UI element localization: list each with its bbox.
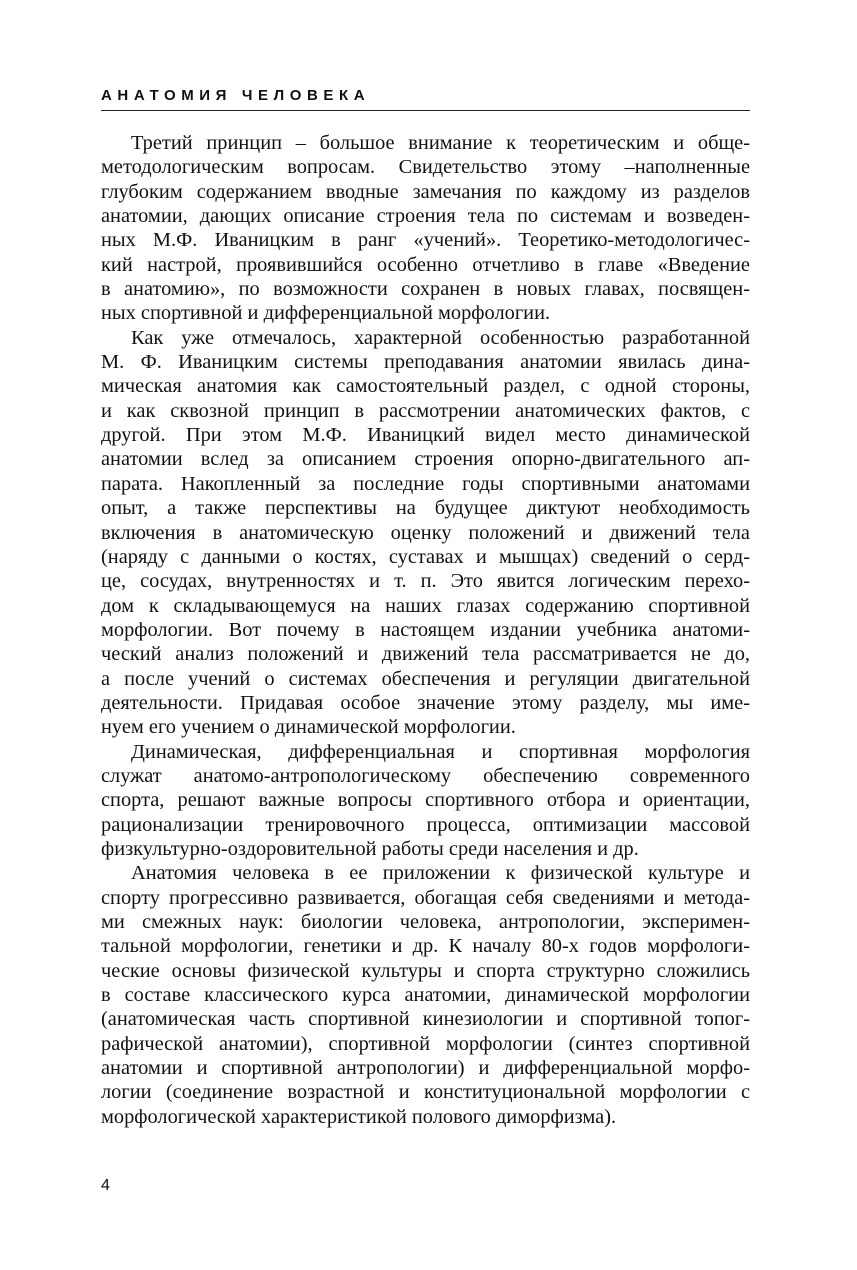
text-line: Третий принцип – большое внимание к теоретическим и обще- <box>131 132 750 154</box>
text-line: рационализации тренировочного процесса, оптимизации массовой <box>101 813 750 836</box>
text-line: М. Ф. Иваницким системы преподавания анатомии явилась дина- <box>101 351 750 374</box>
text-line: глубоким содержанием вводные замечания по каждому из разделов <box>101 180 750 203</box>
text-line: кий настрой, проявившийся особенно отчетливо в главе «Введение <box>101 253 750 276</box>
page-number: 4 <box>101 1177 110 1194</box>
text-line: а после учений о системах обеспечения и регуляции двигательной <box>101 667 750 690</box>
text-line: ческие основы физической культуры и спорта структурно сложились <box>101 959 750 982</box>
header-divider <box>101 110 750 111</box>
text-line: включения в анатомическую оценку положений и движений тела <box>101 521 750 544</box>
text-line: парата. Накопленный за последние годы спортивными анатомами <box>101 472 750 495</box>
text-line: (анатомическая часть спортивной кинезиологии и спортивной топог- <box>101 1008 750 1031</box>
text-line: спорта, решают важные вопросы спортивного отбора и ориентации, <box>101 789 750 812</box>
running-head-title: АНАТОМИЯ ЧЕЛОВЕКА <box>101 87 371 104</box>
text-line: спорту прогрессивно развивается, обогащая себя сведениями и методa- <box>101 886 750 909</box>
text-line: морфологии. Вот почему в настоящем издании учебника анатоми- <box>101 618 750 641</box>
text-line: в составе классического курса анатомии, динамической морфологии <box>101 984 750 1007</box>
text-line: анатомии и спортивной антропологии) и дифференциальной морфо- <box>101 1057 750 1080</box>
text-line: (наряду с данными о костях, суставах и мышцах) сведений о серд- <box>101 545 750 568</box>
text-line: рафической анатомии), спортивной морфологии (синтез спортивной <box>101 1032 750 1055</box>
text-line: анатомии вслед за описанием строения опорно-двигательного ап- <box>101 448 750 471</box>
text-line: ми смежных наук: биологии человека, антропологии, эксперимен- <box>101 911 750 933</box>
body-text <box>101 131 750 1129</box>
text-line: це, сосудах, внутренностях и т. п. Это явится логическим перехо- <box>101 570 750 593</box>
text-line: методологическим вопросам. Свидетельство этому –наполненные <box>101 156 750 179</box>
text-line: ных М.Ф. Иваницким в ранг «учений». Теоретико-методологичес- <box>101 229 750 252</box>
paragraph <box>101 861 750 1129</box>
paragraph <box>101 326 750 740</box>
paragraph <box>101 131 750 326</box>
text-line: и как сквозной принцип в рассмотрении анатомических фактов, с <box>101 399 750 422</box>
text-line: деятельности. Придавая особое значение этому разделу, мы име- <box>101 691 750 714</box>
text-line: нуем его учением о динамической морфологии. <box>101 716 516 739</box>
text-line: другой. При этом М.Ф. Иваницкий видел место динамической <box>101 424 750 447</box>
text-line: морфологической характеристикой полового диморфизма). <box>101 1105 617 1128</box>
text-line: тальной морфологии, генетики и др. К началу 80-х годов морфологи- <box>101 935 750 958</box>
text-line: ных спортивной и дифференциальной морфологии. <box>101 302 551 325</box>
text-line: Как уже отмечалось, характерной особенностью разработанной <box>131 326 750 349</box>
text-line: анатомии, дающих описание строения тела по системам и возведен- <box>101 205 750 228</box>
text-line: физкультурно-оздоровительной работы среди населения и др. <box>101 837 639 860</box>
paragraph <box>101 740 750 862</box>
text-line: в анатомию», по возможности сохранен в новых главах, посвящен- <box>101 278 750 301</box>
text-line: Анатомия человека в ее приложении к физической культуре и <box>131 862 750 885</box>
text-line: Динамическая, дифференциальная и спортивная морфология <box>131 740 750 763</box>
text-line: дом к складывающемуся на наших глазах содержанию спортивной <box>101 594 750 617</box>
text-line: логии (соединение возрастной и конституциональной морфологии с <box>101 1081 750 1104</box>
text-line: ческий анализ положений и движений тела рассматривается не до, <box>101 643 750 666</box>
text-line: опыт, а также перспективы на будущее диктуют необходимость <box>101 497 750 520</box>
text-line: мическая анатомия как самостоятельный раздел, с одной стороны, <box>101 375 750 398</box>
text-line: служат анатомо-антропологическому обеспечению современного <box>101 764 750 787</box>
